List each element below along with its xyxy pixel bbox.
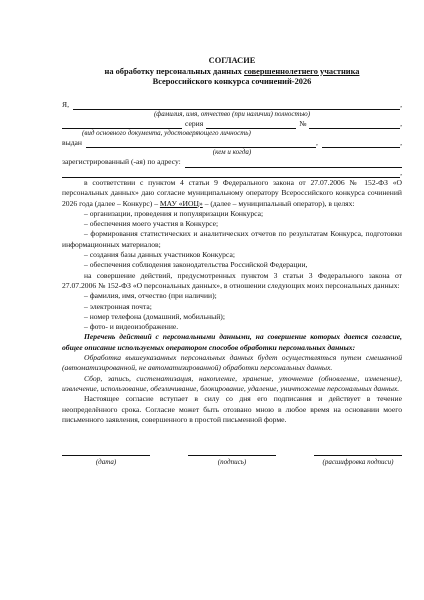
actions-paragraph: на совершение действий, предусмотренных пунктом 3 статьи 3 Федерального закона от 27.07.2006 № 152-ФЗ «О персональных данных», в отношении следующих моих персональных данных: xyxy=(62,270,402,290)
seria-field[interactable] xyxy=(206,119,296,129)
issued-comma-2: , xyxy=(400,138,402,148)
document-row xyxy=(62,119,402,129)
processing-method-paragraph: Обработка вышеуказанных персональных данных будет осуществляться путем смешанной (автоматизированной, не автоматизированной) обработки персональных данных. xyxy=(62,353,402,373)
consent-document xyxy=(62,56,402,467)
address-field-2[interactable] xyxy=(62,168,400,178)
contest-name: Всероссийского конкурса сочинений-2026 xyxy=(152,77,312,86)
date-column xyxy=(62,455,150,467)
purpose-item: – формирования статистических и аналитических отчетов по результатам Конкурса, подготовки информационных материалов; xyxy=(62,229,402,249)
signature-block xyxy=(62,455,402,467)
consent-text-pre: в соответствии с пунктом 4 статьи 9 Федерального закона от 27.07.2006 № 152-ФЗ «О персональных данных» даю согласие муниципальному оператору Всероссийского конкурса сочинений 2026 года (далее – Конкурс) – xyxy=(62,177,402,208)
issued-row xyxy=(62,138,402,148)
decode-column xyxy=(314,455,402,467)
document-title: СОГЛАСИЕ xyxy=(208,56,256,65)
ya-label: Я, xyxy=(62,99,69,109)
document-caption: (вид основного документа, удостоверяющего личность) xyxy=(82,129,251,138)
issued-by-field[interactable] xyxy=(86,138,316,148)
validity-paragraph: Настоящее согласие вступает в силу со дня его подписания и действует в течение неопределённого срока. Согласие может быть отозвано мною в любое время на основании моего письменного заявления, совершенного в простой письменной форме. xyxy=(62,394,402,424)
data-item: – фамилия, имя, отчество (при наличии); xyxy=(84,291,217,301)
vydan-label: выдан xyxy=(62,138,82,148)
address-comma: , xyxy=(400,167,402,177)
purpose-item: – обеспечения соблюдения законодательства Российской Федерации, xyxy=(84,260,308,270)
purpose-item: – создания базы данных участников Конкурса; xyxy=(84,250,235,260)
actions-list-heading: Перечень действий с персональными данными, на совершение которых дается согласие, общее описание используемых оператором способов обработки персональных данных: xyxy=(62,332,402,352)
date-caption: (дата) xyxy=(95,458,117,467)
consent-text-post: – (далее – муниципальный оператор), в целях: xyxy=(202,198,355,208)
document-subtitle xyxy=(62,67,402,78)
data-item: – номер телефона (домашний, мобильный); xyxy=(84,311,225,321)
address-row-2 xyxy=(62,168,402,178)
name-caption: (фамилия, имя, отчество (при наличии) полностью) xyxy=(153,109,311,118)
issued-comma: , xyxy=(316,138,318,148)
date-field[interactable] xyxy=(62,455,150,456)
purpose-item: – обеспечения моего участия в Конкурсе; xyxy=(84,219,219,229)
subtitle-underlined: совершеннолетнего участника xyxy=(243,66,360,76)
document-comma: , xyxy=(400,118,402,128)
address-label: зарегистрированный (-ая) по адресу: xyxy=(62,157,181,167)
signature-field[interactable] xyxy=(188,455,276,456)
number-field[interactable] xyxy=(309,119,400,129)
data-item: – фото- и видеоизображение. xyxy=(84,322,179,332)
signature-caption: (подпись) xyxy=(217,458,247,467)
number-label: № xyxy=(299,118,307,128)
issued-caption: (кем и когда) xyxy=(212,148,252,157)
decode-field[interactable] xyxy=(314,455,402,456)
name-row xyxy=(62,100,402,110)
seria-label: серия xyxy=(185,118,204,128)
processing-actions-paragraph: Сбор, запись, систематизация, накопление, хранение, уточнение (обновление, изменение), извлечение, использование, обезличивание, блокирование, удаление, уничтожение персональных данных. xyxy=(62,373,402,393)
issued-date-field[interactable] xyxy=(322,138,400,148)
signature-column xyxy=(188,455,276,467)
address-row xyxy=(62,157,402,167)
data-item: – электронная почта; xyxy=(84,301,152,311)
document-type-field[interactable] xyxy=(62,119,182,129)
full-name-field[interactable] xyxy=(73,100,400,110)
purpose-item: – организации, проведения и популяризации Конкурса; xyxy=(84,208,264,218)
operator-name: МАУ «ИОЦ» xyxy=(159,198,203,208)
consent-paragraph xyxy=(62,178,402,209)
name-comma: , xyxy=(400,99,402,109)
decode-caption: (расшифровка подписи) xyxy=(322,458,394,467)
subtitle-text: на обработку персональных данных xyxy=(104,66,244,76)
address-field[interactable] xyxy=(185,158,402,168)
